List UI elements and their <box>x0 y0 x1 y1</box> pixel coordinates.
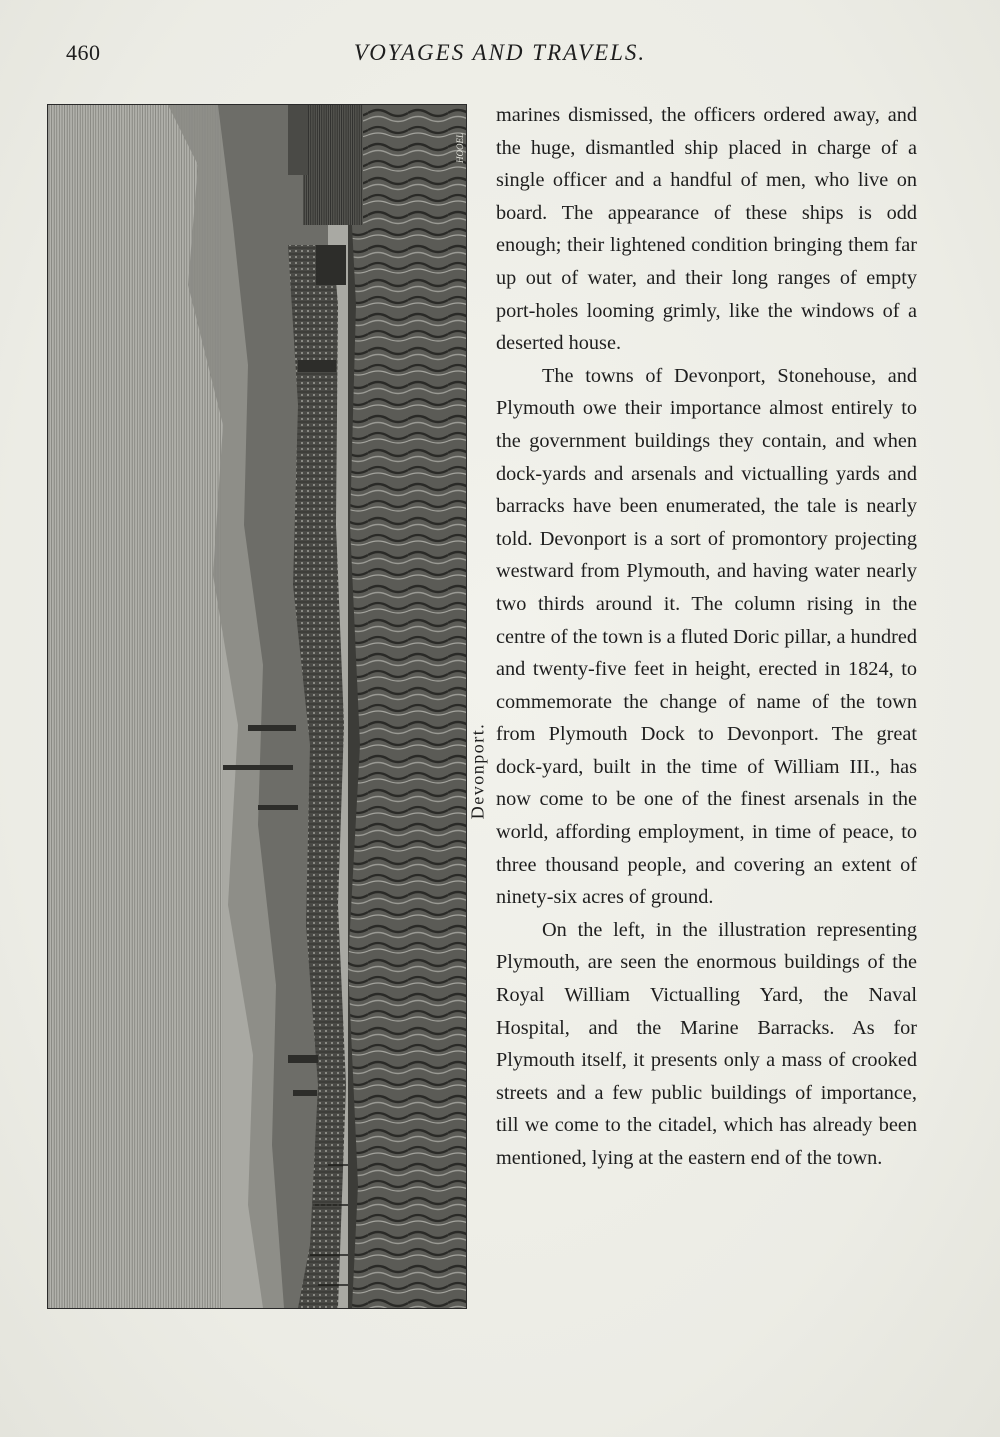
pier-structure <box>303 105 363 225</box>
paragraph: The towns of Devonport, Stonehouse, and Plymouth owe their importance almost entirely to the government buildings they contain, and when dock-yards and arsenals and victualling yards and barracks have been enumerated, the tale is nearly told. Devonport is a sort of promontory projecting westward from Plymouth, and having water nearly two thirds around it. The column rising in the centre of the town is a fluted Doric pillar, a hundred and twenty-five feet in height, erected in 1824, to commemorate the change of name of the town from Plymouth Dock to Devonport. The great dock-yard, built in the time of William III., has now come to be one of the finest arsenals in the world, affording employment, in time of peace, to three thousand people, and covering an extent of ninety-six acres of ground. <box>496 364 918 909</box>
page-number: 460 <box>66 40 101 65</box>
engraving-image <box>48 105 466 1308</box>
paragraph: marines dismissed, the officers ordered away, and the huge, dismantled ship placed in charge of a single officer and a handful of men, who live on board. The appearance of these ships is odd enough; their lightened condition bringing them far up out of water, and their long ranges of empty port-holes looming grimly, like the windows of a deserted house. <box>496 104 917 355</box>
water <box>348 105 466 1308</box>
devonport-engraving <box>47 104 467 1309</box>
illustration-caption-text: Devonport. <box>467 722 488 820</box>
paragraph: On the left, in the illustration representing Plymouth, are seen the enormous buildings of the Royal William Victualling Yard, the Naval Hospital, and the Marine Barracks. As for Plymouth itself, it presents only a mass of crooked streets and a few public buildings of importance, till we come to the citadel, which has already been mentioned, lying at the eastern end of the town. <box>496 918 917 1169</box>
engraver-signature-text: HOOEL <box>455 132 465 164</box>
running-title: VOYAGES AND TRAVELS. <box>353 40 647 65</box>
body-text <box>496 99 917 1175</box>
